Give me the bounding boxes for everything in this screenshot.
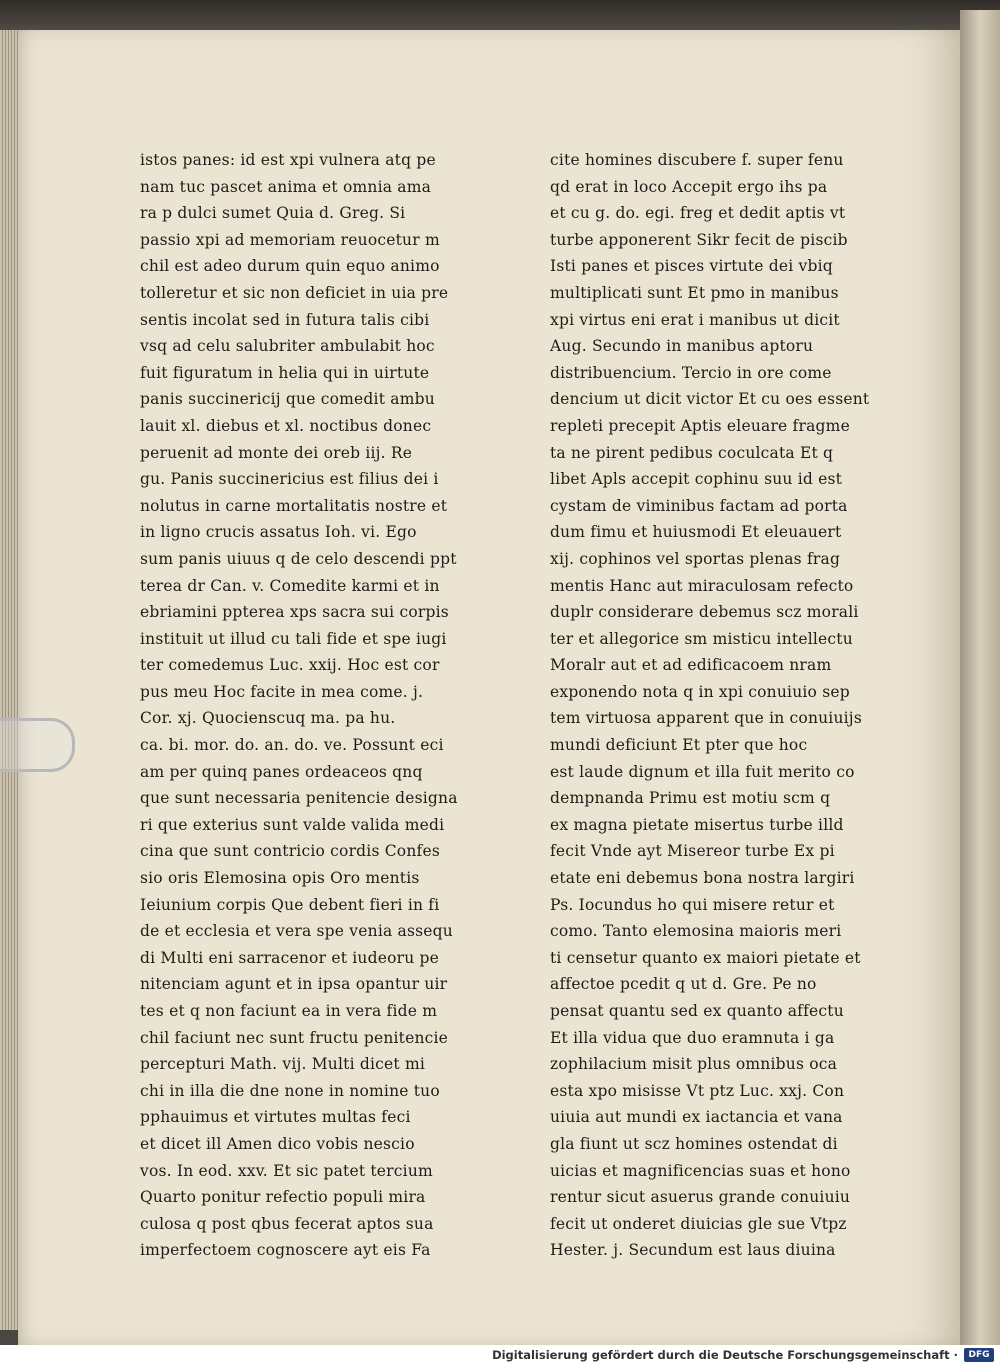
text-line: uiuia aut mundi ex iactancia et vana <box>550 1108 843 1127</box>
text-line: am per quinq panes ordeaceos qnq <box>140 762 423 781</box>
text-line: xpi virtus eni erat i manibus ut dicit <box>550 310 840 329</box>
text-line: dum fimu et huiusmodi Et eleuauert <box>550 523 842 542</box>
text-line: est laude dignum et illa fuit merito co <box>550 762 855 781</box>
text-line: ter et allegorice sm misticu intellectu <box>550 629 853 648</box>
left-text-column <box>140 147 470 1264</box>
text-line: Et illa vidua que duo eramnuta i ga <box>550 1028 835 1047</box>
text-line: chi in illa die dne none in nomine tuo <box>140 1081 440 1100</box>
text-line: mundi deficiunt Et pter que hoc <box>550 736 808 755</box>
text-line: vsq ad celu salubriter ambulabit hoc <box>140 337 435 356</box>
right-text-column <box>550 147 880 1264</box>
text-line: percepturi Math. vij. Multi dicet mi <box>140 1055 426 1074</box>
text-line: ex magna pietate misertus turbe illd <box>550 815 844 834</box>
text-line: fecit ut onderet diuicias gle sue Vtpz <box>550 1214 847 1233</box>
text-line: ebriamini ppterea xps sacra sui corpis <box>140 603 449 622</box>
text-line: in ligno crucis assatus Ioh. vi. Ego <box>140 523 417 542</box>
text-line: cina que sunt contricio cordis Confes <box>140 842 440 861</box>
text-line: Moralr aut et ad edificacoem nram <box>550 656 832 675</box>
text-line: tem virtuosa apparent que in conuiuijs <box>550 709 862 728</box>
text-line: uicias et magnificencias suas et hono <box>550 1161 851 1180</box>
text-line: panis succinericij que comedit ambu <box>140 390 435 409</box>
text-line: lauit xl. diebus et xl. noctibus donec <box>140 416 432 435</box>
text-line: esta xpo misisse Vt ptz Luc. xxj. Con <box>550 1081 845 1100</box>
text-line: de et ecclesia et vera spe venia assequ <box>140 922 453 941</box>
text-line: gu. Panis succinericius est filius dei i <box>140 470 439 489</box>
text-line: cystam de viminibus factam ad porta <box>550 496 848 515</box>
text-line: chil est adeo durum quin equo animo <box>140 257 440 276</box>
funding-notice: Digitalisierung gefördert durch die Deutsche Forschungsgemeinschaft · <box>492 1348 958 1362</box>
text-line: sum panis uiuus q de celo descendi ppt <box>140 549 457 568</box>
text-line: et dicet ill Amen dico vobis nescio <box>140 1134 415 1153</box>
text-line: repleti precepit Aptis eleuare fragme <box>550 416 850 435</box>
text-line: que sunt necessaria penitencie designa <box>140 789 458 808</box>
text-line: passio xpi ad memoriam reuocetur m <box>140 230 440 249</box>
page-clip <box>0 718 75 772</box>
text-line: rentur sicut asuerus grande conuiuiu <box>550 1188 851 1207</box>
text-line: terea dr Can. v. Comedite karmi et in <box>140 576 440 595</box>
text-line: tolleretur et sic non deficiet in uia pre <box>140 283 449 302</box>
text-line: ri que exterius sunt valde valida medi <box>140 815 445 834</box>
text-line: dempnanda Primu est motiu scm q <box>550 789 831 808</box>
text-line: duplr considerare debemus scz morali <box>550 603 859 622</box>
text-line: nam tuc pascet anima et omnia ama <box>140 177 432 196</box>
text-line: pus meu Hoc facite in mea come. j. <box>140 682 424 701</box>
text-line: ti censetur quanto ex maiori pietate et <box>550 948 861 967</box>
text-line: exponendo nota q in xpi conuiuio sep <box>550 682 850 701</box>
text-line: turbe apponerent Sikr fecit de piscib <box>550 230 848 249</box>
text-line: ra p dulci sumet Quia d. Greg. Si <box>140 204 406 223</box>
text-line: Aug. Secundo in manibus aptoru <box>550 337 814 356</box>
text-line: affectoe pcedit q ut d. Gre. Pe no <box>550 975 817 994</box>
text-line: Quarto ponitur refectio populi mira <box>140 1188 426 1207</box>
text-line: fecit Vnde ayt Misereor turbe Ex pi <box>550 842 835 861</box>
text-line: Cor. xj. Quocienscuq ma. pa hu. <box>140 709 396 728</box>
text-line: ca. bi. mor. do. an. do. ve. Possunt eci <box>140 736 444 755</box>
text-line: ter comedemus Luc. xxij. Hoc est cor <box>140 656 440 675</box>
footer-bar <box>0 1345 1000 1366</box>
text-line: mentis Hanc aut miraculosam refecto <box>550 576 854 595</box>
text-line: xij. cophinos vel sportas plenas frag <box>550 549 841 568</box>
text-line: sentis incolat sed in futura talis cibi <box>140 310 430 329</box>
text-line: chil faciunt nec sunt fructu penitencie <box>140 1028 449 1047</box>
text-line: nolutus in carne mortalitatis nostre et <box>140 496 448 515</box>
text-line: etate eni debemus bona nostra largiri <box>550 869 855 888</box>
text-line: tes et q non faciunt ea in vera fide m <box>140 1002 438 1020</box>
text-line: istos panes: id est xpi vulnera atq pe <box>140 151 436 169</box>
dfg-logo: DFG <box>964 1348 994 1362</box>
text-line: fuit figuratum in helia qui in uirtute <box>140 363 430 382</box>
text-line: pphauimus et virtutes multas feci <box>140 1108 411 1127</box>
text-line: Isti panes et pisces virtute dei vbiq <box>550 257 833 276</box>
text-line: dencium ut dicit victor Et cu oes essent <box>550 390 870 409</box>
text-line: gla fiunt ut scz homines ostendat di <box>550 1134 838 1153</box>
text-line: nitenciam agunt et in ipsa opantur uir <box>140 975 448 994</box>
text-line: di Multi eni sarracenor et iudeoru pe <box>140 948 440 967</box>
text-line: qd erat in loco Accepit ergo ihs pa <box>550 177 828 196</box>
text-line: imperfectoem cognoscere ayt eis Fa <box>140 1241 431 1260</box>
text-line: Hester. j. Secundum est laus diuina <box>550 1241 836 1260</box>
page-edges-left <box>0 30 18 1330</box>
text-line: ta ne pirent pedibus coculcata Et q <box>550 443 834 462</box>
text-line: distribuencium. Tercio in ore come <box>550 363 832 382</box>
text-line: zophilacium misit plus omnibus oca <box>550 1055 838 1074</box>
text-line: sio oris Elemosina opis Oro mentis <box>140 869 420 888</box>
text-line: Ieiunium corpis Que debent fieri in fi <box>140 895 440 914</box>
text-line: peruenit ad monte dei oreb iij. Re <box>140 443 413 462</box>
text-line: Ps. Iocundus ho qui misere retur et <box>550 895 835 914</box>
text-line: instituit ut illud cu tali fide et spe iugi <box>140 629 447 648</box>
text-line: et cu g. do. egi. freg et dedit aptis vt <box>550 204 846 223</box>
facing-page-edge <box>960 10 1000 1345</box>
text-line: vos. In eod. xxv. Et sic patet tercium <box>140 1161 433 1180</box>
text-line: como. Tanto elemosina maioris meri <box>550 922 842 941</box>
text-line: pensat quantu sed ex quanto affectu <box>550 1002 844 1020</box>
text-line: culosa q post qbus fecerat aptos sua <box>140 1214 434 1233</box>
text-line: cite homines discubere f. super fenu <box>550 151 844 169</box>
text-line: multiplicati sunt Et pmo in manibus <box>550 283 839 302</box>
text-line: libet Apls accepit cophinu suu id est <box>550 470 843 489</box>
